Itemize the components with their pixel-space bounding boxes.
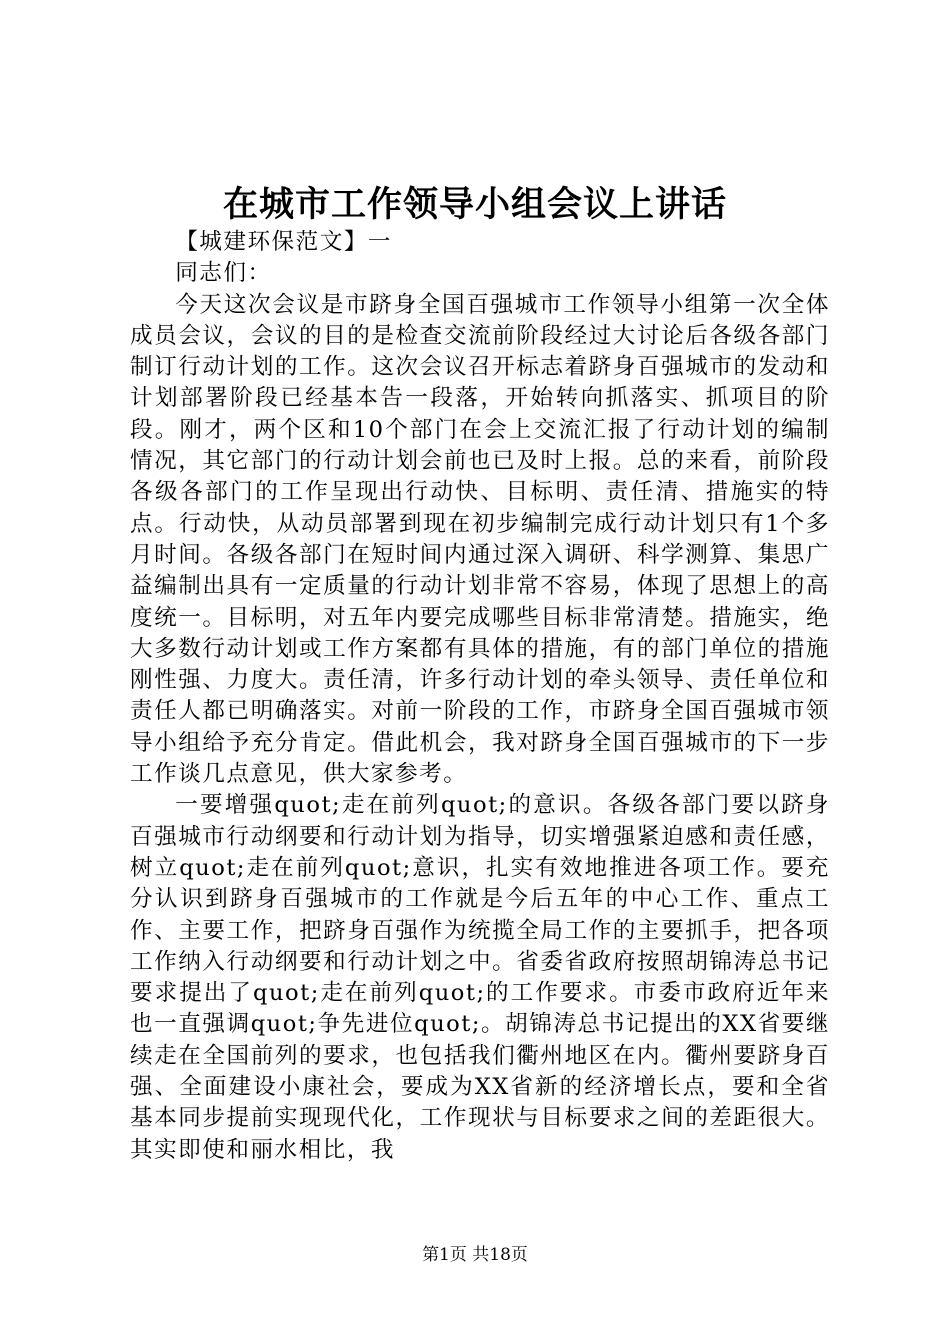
document-title: 在城市工作领导小组会议上讲话	[222, 184, 727, 225]
body-paragraph: 今天这次会议是市跻身全国百强城市工作领导小组第一次全体成员会议，会议的目的是检查交流前阶段经过大讨论后各级各部门制订行动计划的工作。这次会议召开标志着跻身百强城市的发动和计划部署阶段已经基本告一段落，开始转向抓落实、抓项目的阶段。刚才，两个区和10个部门在会上交流汇报了行动计划的编制情况，其它部门的行动计划会前也已及时上报。总的来看，前阶段各级各部门的工作呈现出行动快、目标明、责任清、措施实的特点。行动快，从动员部署到现在初步编制完成行动计划只有1个多月时间。各级各部门在短时间内通过深入调研、科学测算、集思广益编制出具有一定质量的行动计划非常不容易，体现了思想上的高度统一。目标明，对五年内要完成哪些目标非常清楚。措施实，绝大多数行动计划或工作方案都有具体的措施，有的部门单位的措施刚性强、力度大。责任清，许多行动计划的牵头领导、责任单位和责任人都已明确落实。对前一阶段的工作，市跻身全国百强城市领导小组给予充分肯定。借此机会，我对跻身全国百强城市的下一步工作谈几点意见，供大家参考。	[130, 291, 830, 788]
document-body	[130, 227, 830, 1166]
body-paragraph: 一要增强quot;走在前列quot;的意识。各级各部门要以跻身百强城市行动纲要和行动计划为指导，切实增强紧迫感和责任感，树立quot;走在前列quot;意识，扎实有效地推进各项工作。要充分认识到跻身百强城市的工作就是今后五年的中心工作、重点工作、主要工作，把跻身百强作为统揽全局工作的主要抓手，把各项工作纳入行动纲要和行动计划之中。省委省政府按照胡锦涛总书记要求提出了quot;走在前列quot;的工作要求。市委市政府近年来也一直强调quot;争先进位quot;。胡锦涛总书记提出的XX省要继续走在全国前列的要求，也包括我们衢州地区在内。衢州要跻身百强、全面建设小康社会，要成为XX省新的经济增长点，要和全省基本同步提前实现现代化，工作现状与目标要求之间的差距很大。其实即使和丽水相比，我	[130, 792, 830, 1163]
salutation: 同志们：	[175, 260, 272, 287]
page-number-footer: 第1页 共18页	[422, 1245, 528, 1265]
category-line: 【城建环保范文】一	[175, 229, 393, 255]
